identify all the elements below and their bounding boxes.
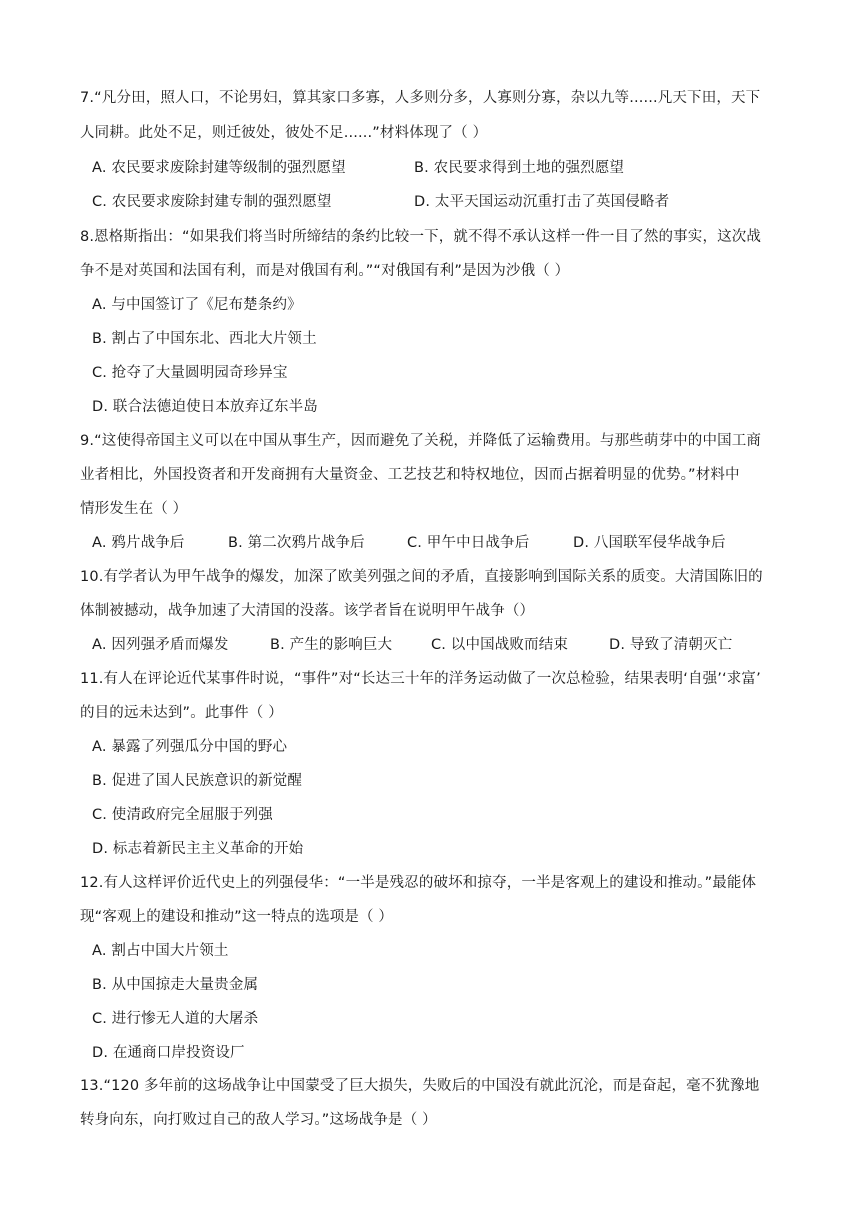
question-stem-line: 情形发生在（ ）	[80, 501, 188, 517]
option-c: C. 甲午中日战争后	[407, 535, 530, 551]
option-d: D. 在通商口岸投资设厂	[92, 1045, 245, 1061]
option-d: D. 标志着新民主主义革命的开始	[92, 841, 304, 857]
option-c: C. 抢夺了大量圆明园奇珍异宝	[92, 365, 288, 381]
option-c: C. 使清政府完全屈服于列强	[92, 807, 273, 823]
option-d: D. 联合法德迫使日本放弃辽东半岛	[92, 399, 318, 415]
option-a: A. 鸦片战争后	[92, 535, 185, 551]
question-stem-line: 体制被撼动，战争加速了大清国的没落。该学者旨在说明甲午战争（）	[80, 603, 535, 619]
option-b: B. 农民要求得到土地的强烈愿望	[414, 160, 625, 176]
option-b: B. 产生的影响巨大	[270, 637, 393, 653]
option-b: B. 割占了中国东北、西北大片领土	[92, 331, 317, 347]
option-a: A. 割占中国大片领土	[92, 943, 229, 959]
question-stem-line: 现“客观上的建设和推动”这一特点的选项是（ ）	[80, 909, 394, 925]
question-stem-line: 转身向东，向打败过自己的敌人学习。”这场战争是（ ）	[80, 1112, 437, 1128]
question-stem-line: 9.“这使得帝国主义可以在中国从事生产，因而避免了关税，并降低了运输费用。与那些萌芽中的中国工商	[80, 433, 762, 449]
option-d: D. 八国联军侵华战争后	[573, 535, 726, 551]
option-d: D. 导致了清朝灭亡	[609, 637, 733, 653]
question-stem-line: 争不是对英国和法国有利，而是对俄国有利。”“对俄国有利”是因为沙俄（ ）	[80, 263, 570, 279]
question-stem-line: 13.“120 多年前的这场战争让中国蒙受了巨大损失，失败后的中国没有就此沉沦，而是奋起，毫不犹豫地	[80, 1078, 760, 1094]
question-stem-line: 8.恩格斯指出：“如果我们将当时所缔结的条约比较一下，就不得不承认这样一件一目了然的事实，这次战	[80, 229, 762, 245]
option-b: B. 促进了国人民族意识的新觉醒	[92, 773, 303, 789]
option-c: C. 进行惨无人道的大屠杀	[92, 1011, 259, 1027]
question-stem-line: 的目的远未达到”。此事件（ ）	[80, 705, 283, 721]
option-a: A. 因列强矛盾而爆发	[92, 637, 229, 653]
question-stem-line: 业者相比，外国投资者和开发商拥有大量资金、工艺技艺和特权地位，因而占据着明显的优势。”材料中	[80, 467, 740, 483]
option-a: A. 农民要求废除封建等级制的强烈愿望	[92, 160, 346, 176]
question-stem-line: 12.有人这样评价近代史上的列强侵华：“一半是残忍的破坏和掠夺，一半是客观上的建设和推动。”最能体	[80, 875, 757, 891]
option-d: D. 太平天国运动沉重打击了英国侵略者	[414, 194, 670, 210]
option-c: C. 农民要求废除封建专制的强烈愿望	[92, 194, 332, 210]
question-stem-line: 11.有人在评论近代某事件时说，“事件”对“长达三十年的洋务运动做了一次总检验，结果表明‘自强’‘求富’	[80, 671, 761, 687]
option-b: B. 第二次鸦片战争后	[228, 535, 365, 551]
option-c: C. 以中国战败而结束	[431, 637, 568, 653]
question-stem-line: 10.有学者认为甲午战争的爆发，加深了欧美列强之间的矛盾，直接影响到国际关系的质变。大清国陈旧的	[80, 569, 763, 585]
option-b: B. 从中国掠走大量贵金属	[92, 977, 259, 993]
question-stem-line: 人同耕。此处不足，则迁彼处，彼处不足......”材料体现了（ ）	[80, 125, 488, 141]
option-a: A. 暴露了列强瓜分中国的野心	[92, 739, 288, 755]
option-a: A. 与中国签订了《尼布楚条约》	[92, 297, 302, 313]
question-stem-line: 7.“凡分田，照人口，不论男妇，算其家口多寡，人多则分多，人寡则分寡，杂以九等......凡天下田，天下	[80, 90, 761, 106]
